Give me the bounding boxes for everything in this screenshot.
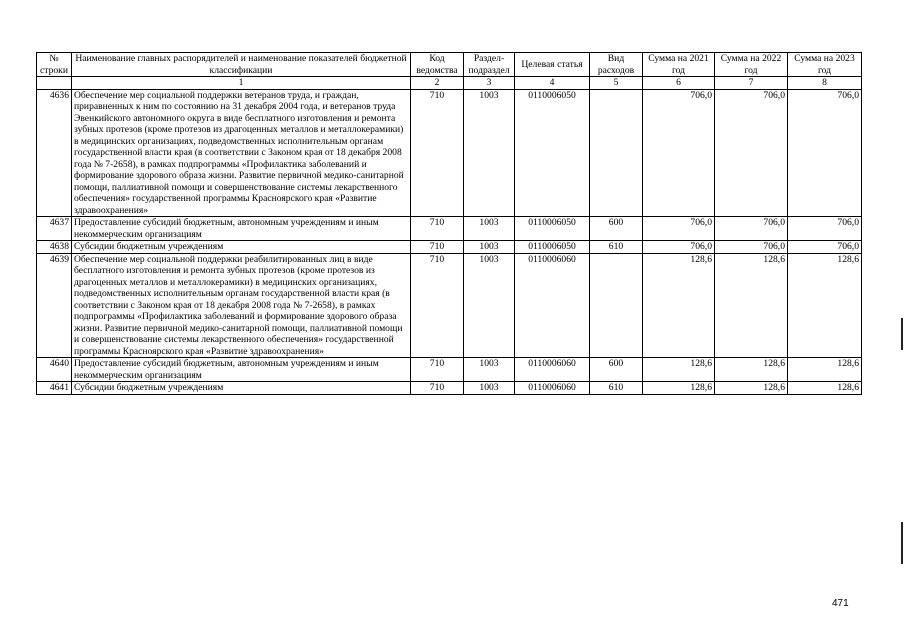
table-row [37,253,862,358]
header-department-code: Код ведомства [411,53,464,77]
row-number: 4639 [37,253,72,358]
sum-2022: 706,0 [715,241,788,254]
sum-2023: 128,6 [788,382,862,395]
department-code: 710 [411,358,464,382]
row-name: Предоставление субсидий бюджетным, автономным учреждениям и иным некоммерческим организациям [72,358,411,382]
scan-edge-mark [901,318,903,350]
expense-type-code: 610 [590,241,643,254]
sum-2023: 128,6 [788,358,862,382]
sum-2023: 706,0 [788,241,862,254]
section-code: 1003 [464,382,515,395]
section-code: 1003 [464,241,515,254]
header-row-number: № строки [37,53,72,77]
column-number: 2 [411,77,464,90]
row-number: 4640 [37,358,72,382]
sum-2021: 128,6 [643,358,715,382]
section-code: 1003 [464,217,515,241]
expense-type-code [590,89,643,217]
department-code: 710 [411,382,464,395]
sum-2021: 706,0 [643,241,715,254]
column-number: 8 [788,77,862,90]
header-sum-2021: Сумма на 2021 год [643,53,715,77]
header-name: Наименование главных распорядителей и наименование показателей бюджетной классификации [72,53,411,77]
row-name: Субсидии бюджетным учреждениям [72,241,411,254]
target-item-code: 0110006060 [515,358,590,382]
table-row [37,89,862,217]
table-row [37,382,862,395]
column-number: 5 [590,77,643,90]
expense-type-code: 610 [590,382,643,395]
section-code: 1003 [464,253,515,358]
header-sum-2022: Сумма на 2022 год [715,53,788,77]
table-row [37,358,862,382]
sum-2023: 706,0 [788,217,862,241]
column-number: 1 [72,77,411,90]
row-number: 4641 [37,382,72,395]
sum-2021: 128,6 [643,253,715,358]
section-code: 1003 [464,89,515,217]
header-section: Раздел-подраздел [464,53,515,77]
page-number: 471 [832,598,849,609]
sum-2022: 128,6 [715,358,788,382]
row-number: 4636 [37,89,72,217]
sum-2021: 706,0 [643,89,715,217]
column-number-row [37,77,862,90]
sum-2022: 706,0 [715,89,788,217]
target-item-code: 0110006060 [515,382,590,395]
sum-2022: 128,6 [715,382,788,395]
header-target-item: Целевая статья [515,53,590,77]
department-code: 710 [411,89,464,217]
target-item-code: 0110006060 [515,253,590,358]
header-sum-2023: Сумма на 2023 год [788,53,862,77]
row-name: Предоставление субсидий бюджетным, автономным учреждениям и иным некоммерческим организациям [72,217,411,241]
row-number: 4638 [37,241,72,254]
target-item-code: 0110006050 [515,89,590,217]
column-number: 4 [515,77,590,90]
column-number: 7 [715,77,788,90]
section-code: 1003 [464,358,515,382]
department-code: 710 [411,253,464,358]
sum-2023: 128,6 [788,253,862,358]
table-row [37,217,862,241]
column-number: 6 [643,77,715,90]
column-number: 3 [464,77,515,90]
target-item-code: 0110006050 [515,217,590,241]
table-row [37,241,862,254]
row-number: 4637 [37,217,72,241]
sum-2022: 128,6 [715,253,788,358]
expense-type-code: 600 [590,217,643,241]
column-number [37,77,72,90]
expense-type-code: 600 [590,358,643,382]
department-code: 710 [411,217,464,241]
header-expense-type: Вид расходов [590,53,643,77]
row-name: Субсидии бюджетным учреждениям [72,382,411,395]
row-name: Обеспечение мер социальной поддержки реабилитированных лиц в виде бесплатного изготовления и ремонта зубных протезов (кроме протезов из драгоценных металлов и металлокерамики) в медицинских организациях, подведомственных исполнительным органам государственной власти края (в соответствии с Законом края от 18 декабря 2008 года № 7-2658), в рамках подпрограммы «Профилактика заболеваний и формирование здорового образа жизни. Развитие первичной медико-санитарной помощи, паллиативной помощи и совершенствование системы лекарственного обеспечения» государственной программы Красноярского края «Развитие здравоохранения» [72,253,411,358]
sum-2021: 128,6 [643,382,715,395]
header-row [37,53,862,77]
sum-2023: 706,0 [788,89,862,217]
budget-table [36,52,862,395]
department-code: 710 [411,241,464,254]
target-item-code: 0110006050 [515,241,590,254]
sum-2022: 706,0 [715,217,788,241]
sum-2021: 706,0 [643,217,715,241]
expense-type-code [590,253,643,358]
row-name: Обеспечение мер социальной поддержки ветеранов труда, и граждан, приравненных к ним по состоянию на 31 декабря 2004 года, и ветеранов труда Эвенкийского автономного округа в виде бесплатного изготовления и ремонта зубных протезов (кроме протезов из драгоценных металлов и металлокерамики) в медицинских организациях, подведомственных исполнительным органам государственной власти края (в соответствии с Законом края от 18 декабря 2008 года № 7-2658), в рамках подпрограммы «Профилактика заболеваний и формирование здорового образа жизни. Развитие первичной медико-санитарной помощи, паллиативной помощи и совершенствование системы лекарственного обеспечения» государственной программы Красноярского края «Развитие здравоохранения» [72,89,411,217]
scan-edge-mark [901,522,903,564]
